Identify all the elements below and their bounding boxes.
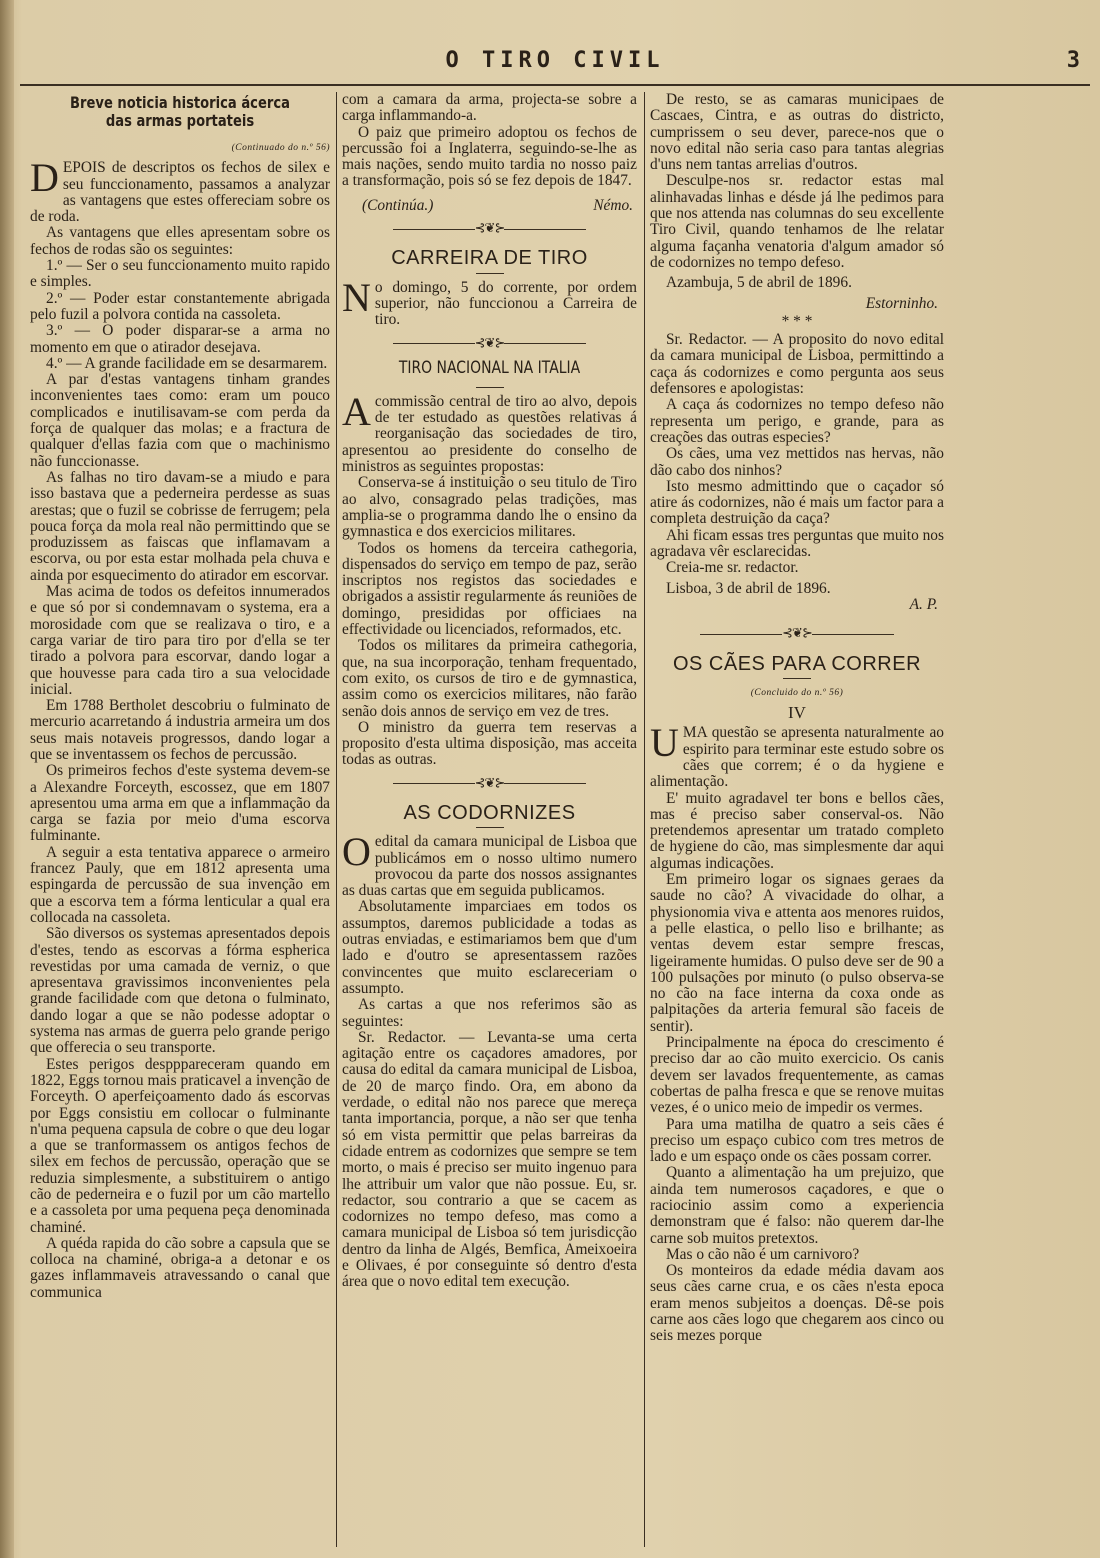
paragraph: Sr. Redactor. — Levanta-se uma certa agitação entre os caçadores amadores, por causa do edital da camara municipal de Lisboa, de 20 de março findo. Ora, em abono da verdade, o edital não nos parece que mereça tanta importancia, porque, a não ser que tenha só em vista permittir que pelas barreiras da cidade entrem as codornizes que sempre se tem morto, o mais é preciso ser muito ingenuo para lhe attribuir um valor que não possue. Eu, sr. redactor, sou contrario a que se cacem as codornizes no tempo defeso, mas como a camara municipal de Lisboa só tem jurisdicção dentro da linha de Algés, Bemfica, Ameixoeira e Olivaes, é por conseguinte só dentro d'esta área que o novo edital tem execução. [342,1028,637,1291]
paragraph: edital da camara municipal de Lisboa que publicámos em o nosso ultimo numero provocou da parte dos nossos assignantes as duas cartas que em seguida publicamos. [342,833,637,900]
column-3 [650,92,944,1345]
paragraph: EPOIS de descriptos os fechos de silex e seu funccionamento, passamos a analyzar as vantagens que estes offereciam sobre os de roda. [30,159,330,226]
concluded-note: (Concluido do n.º 56) [750,687,844,698]
paragraph: E' muito agradavel ter bons e bellos cães, mas é preciso saber conserval-os. Não pretendemos apresentar um tratado completo de hygiene do cão, mas simplesmente dar aqui algumas indicações. [650,789,944,872]
paragraph: Em primeiro logar os signaes geraes da saude no cão? A vivacidade do olhar, a physionomia viva e attenta aos menores ruidos, a pelle elastica, o pello liso e brilhante; as ventas devem estar sempre frescas, ligeiramente humidas. O pulso deve ser de 90 a 100 pulsações por minuto (o pulso observa-se no cão na face interna da coxa onde as palpitações da arteria femural são faceis de sentir). [650,871,944,1035]
paragraph: Os monteiros da edade média davam aos seus cães carne crua, e os cães n'esta epoca eram menos subjeitos a doenças. Dê-se pois carne aos cães logo que chegarem aos cinco ou seis mezes porque [650,1262,944,1345]
paragraph: Os primeiros fechos d'este systema devem-se a Alexandre Forceyth, escossez, que em 1807 apresentou uma arma em que a inflammação da carga se fazia por meio d'uma escorva fulminante. [30,762,330,845]
paragraph: Para uma matilha de quatro a seis cães é preciso um espaço cubico com tres metros de lado e um espaço onde os cães possam correr. [650,1115,944,1166]
place-date: Azambuja, 5 de abril de 1896. [666,274,852,292]
paragraph: São diversos os systemas apresentados depois d'estes, tendo as escorvas a fórma espherica revestidas por uma camada de verniz, o que apresentava gravissimos inconvenientes pela grande facilidade com que detona o fulminato, dando logar a que se não podesse adoptar o systema nas armas de guerra pelo grande perigo que offerecia o seu transporte. [30,925,330,1057]
section-heading-tiro-nacional: TIRO NACIONAL NA ITALIA [398,357,581,378]
page-number: 3 [1066,48,1080,73]
column-rule-1 [336,92,337,1547]
short-rule [476,273,504,274]
page-spine [0,0,14,1558]
short-rule [476,827,504,828]
paragraph: A par d'estas vantagens tinham grandes inconvenientes taes como: eram um pouco complicados e inutilisavam-se com perda da força de qualquer das molas; e a fractura de qualquer d'ellas fazia com que o machinismo não funccionasse. [30,371,330,470]
section-ornament: ⊰❦⊱ [342,220,637,236]
paragraph: Em 1788 Bertholet descobriu o fulminato de mercurio acarretando á industria armeira um dos seus mais notaveis progressos, dando logar a que se inventassem os fechos de percussão. [30,697,330,763]
paragraph: Sr. Redactor. — A proposito do novo edital da camara municipal de Lisboa, permittindo a caça ás codornizes e como pergunta aos seus defensores e apologistas: [650,331,944,398]
paragraph: 2.º — Poder estar constantemente abrigada pelo fuzil a polvora contida na cassoleta. [30,289,330,323]
asterism: * * * [781,312,813,330]
article-heading-armas: Breve noticia historica ácerca das armas portateis [70,93,290,130]
signature: A. P. [909,595,938,613]
section-ornament: ⊰❦⊱ [342,775,637,791]
paragraph: A quéda rapida do cão sobre a capsula que se colloca na chaminé, obriga-a a detonar e os gazes inflammaveis atravessando o canal que communica [30,1234,330,1301]
paragraph: Principalmente na época do crescimento é preciso dar ao cão muito exercicio. Os canis devem ser lavados frequentemente, as camas cobertas de palha fresca e que se renove muitas vezes, é o unico meio de impedir os vermes. [650,1034,944,1117]
masthead [20,44,1090,86]
paragraph: Desculpe-nos sr. redactor estas mal alinhavadas linhas e désde já lhe pedimos para que nos attenda nas columnas do seu excellente Tiro Civil, quando tenhamos de lhe relatar alguma façanha venatoria d'algum amador só de codornizes no tempo defeso. [650,172,944,271]
column-rule-2 [644,92,645,1547]
paragraph: De resto, se as camaras municipaes de Cascaes, Cintra, e as outras do districto, cumprissem o seu dever, parece-nos que o novo edital não seria caso para tantas alegrias d'uns nem tantas arrelias d'outros. [650,91,944,174]
paragraph: Creia-me sr. redactor. [666,559,799,577]
drop-cap: A [342,388,371,434]
short-rule [783,678,811,679]
section-heading-codornizes: AS CODORNIZES [403,801,576,824]
section-heading-carreira: CARREIRA DE TIRO [391,247,588,270]
chapter-number: IV [788,703,806,723]
continua-note: (Continúa.) [362,196,434,214]
drop-cap: D [30,155,59,201]
paragraph: A caça ás codornizes no tempo defeso não representa um perigo, e grande, para as creações das outras especies? [650,396,944,446]
column-2 [342,92,637,1291]
paragraph: Os cães, uma vez mettidos nas hervas, não dão cabo dos ninhos? [650,445,944,479]
section-ornament: ⊰❦⊱ [650,625,944,641]
drop-cap: U [650,720,679,766]
paragraph: Todos os militares da primeira cathegoria, que, na sua incorporação, tenham frequentado, com exito, os cursos de tiro e de gymnastica, assim como os exercicios militares, não farão senão dois annos de serviço em vez de tres. [342,637,637,720]
paragraph: Quanto a alimentação ha um prejuizo, que ainda tem numerosos caçadores, e que o raciocinio assim como a experiencia demonstram que é falso: não querem dar-lhe carne sob muitos pretextos. [650,1164,944,1247]
paragraph: commissão central de tiro ao alvo, depois de ter estudado as questões relativas á reorganisação das sociedades de tiro, apresentou ao presidente do conselho de ministros as seguintes propostas: [342,392,637,476]
paragraph: A seguir a esta tentativa apparece o armeiro francez Pauly, que em 1812 apresenta uma espingarda de percussão de sua invenção em que a escorva tem a fórma lenticular a qual era collocada na cassoleta. [30,843,330,926]
paragraph: As falhas no tiro davam-se a miudo e para isso bastava que a pederneira perdesse as suas arestas; que o fuzil se cobrisse de ferrugem; pela pouca força da mola real não permittindo que se produzissem as faiscas que inflamavam a escorva, ou por esta estar molhada pela chuva e ainda por esquecimento do atirador em escorvar. [30,468,330,584]
column-1 [30,92,330,1301]
signature: Némo. [593,196,633,214]
drop-cap: O [342,829,371,875]
newspaper-title: O TIRO CIVIL [445,48,665,73]
paragraph: 1.º — Ser o seu funccionamento muito rapido e simples. [30,257,330,291]
continued-note: (Continuado do n.º 56) [231,143,330,153]
paragraph: com a camara da arma, projecta-se sobre a carga inflammando-a. [342,91,637,125]
paragraph: Conserva-se á instituição o seu titulo de Tiro ao alvo, consagrado pelas tradições, mas amplia-se o programma dando lhe o ensino da gymnastica e dos exercicios militares. [342,474,637,541]
paragraph: Mas o cão não é um carnivoro? [666,1245,860,1263]
paragraph: 4.º — A grande facilidade em se desarmarem. [46,354,328,372]
section-ornament: ⊰❦⊱ [342,335,637,351]
paragraph: O paiz que primeiro adoptou os fechos de percussão foi a Inglaterra, seguindo-se-lhe as mais nações, sendo muito tardia no nosso paiz a transformação, pois só se fez depois de 1847. [342,123,637,190]
paragraph: Todos os homens da terceira cathegoria, dispensados do serviço em tempo de paz, serão inscriptos nos registos das sociedades e obrigados a assistir regularmente ás reuniões de domingo, presididas por officiaes na effectividade ou licenciados, reformados, etc. [342,539,637,639]
paragraph: As cartas a que nos referimos são as seguintes: [342,996,637,1030]
paragraph: 3.º — O poder disparar-se a arma no momento em que o atirador desejava. [30,322,330,356]
place-date: Lisboa, 3 de abril de 1896. [666,579,831,597]
paragraph: Ahi ficam essas tres perguntas que muito nos agradava vêr esclarecidas. [650,526,944,561]
paragraph: Mas acima de todos os defeitos innumerados e que só por si condemnavam o systema, era a morosidade com que se realizava o tiro, e a carga variar de tiro para tiro por d'ella se ter tirado a polvora para escorvar, dando logar a que houvesse para cada tiro a sua velocidade inicial. [30,583,330,698]
paragraph: o domingo, 5 do corrente, por ordem superior, não funccionou a Carreira de tiro. [374,278,637,329]
drop-cap: N [342,274,371,320]
paragraph: MA questão se apresenta naturalmente ao espirito para terminar este estudo sobre os cães que correm; é o da hygiene e alimentação. [650,724,944,791]
paragraph: As vantagens que elles apresentam sobre os fechos de rodas são os seguintes: [30,224,330,258]
section-heading-caes: OS CÃES PARA CORRER [672,652,922,675]
short-rule [476,387,504,388]
paragraph: O ministro da guerra tem reservas a proposito d'esta ultima disposição, mas acceita todas as outras. [342,718,637,769]
paragraph: Absolutamente imparciaes em todos os assumptos, daremos publicidade a todas as outras enviadas, e estimariamos bem que d'um lado e d'outro se apresentassem razões convincentes que muito esclareceriam o assumpto. [342,898,637,997]
signature: Estorninho. [865,294,938,312]
paragraph: Isto mesmo admittindo que o caçador só atire ás codornizes, não é mais um factor para a completa destruição da caça? [650,477,944,528]
paragraph: Estes perigos despppareceram quando em 1822, Eggs tornou mais praticavel a invenção de Forceyth. O aperfeiçoamento dado ás escorvas por Eggs consistiu em collocar o fulminante n'uma pequena capsula de cobre o que deu logar a que se tranformassem os antigos fechos de silex em fechos de percussão, operação que se reduzia simplesmente, a substituirem o antigo cão de pederneira e o fuzil por um cão martello e a cassoleta por uma pequena peça denominada chaminé. [30,1055,330,1236]
